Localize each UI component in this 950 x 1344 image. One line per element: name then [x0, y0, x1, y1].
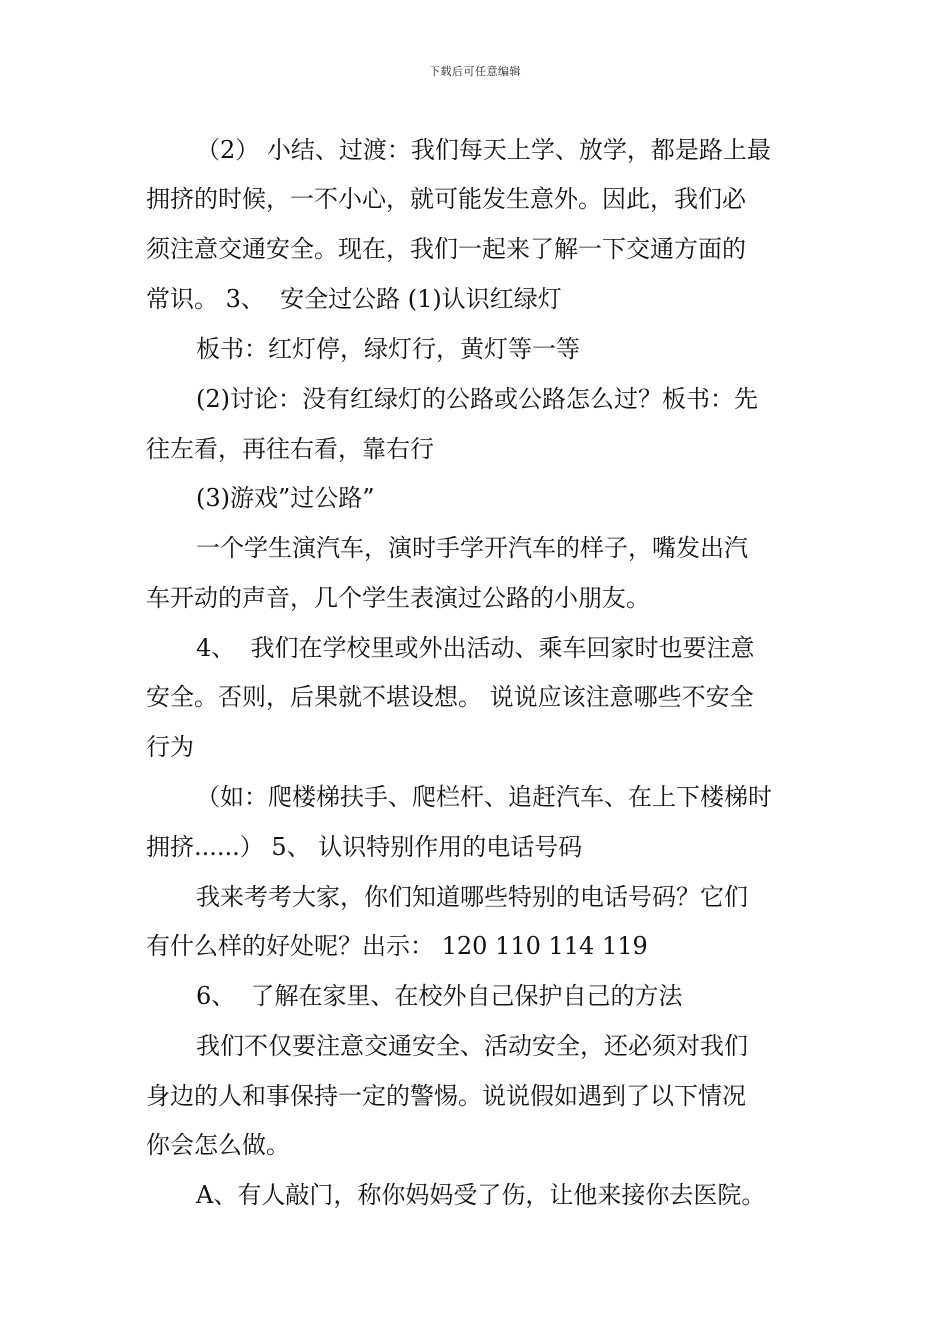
text-line: 安全。否则，后果就不堪设想。 说说应该注意哪些不安全 — [146, 683, 754, 711]
text-line: 6、 了解在家里、在校外自己保护自己的方法 — [196, 982, 683, 1010]
text-line: 行为 — [146, 733, 194, 761]
text-line: 我们不仅要注意交通安全、活动安全，还必须对我们 — [196, 1032, 748, 1060]
text-line: 车开动的声音，几个学生表演过公路的小朋友。 — [146, 584, 650, 612]
text-line: 我来考考大家，你们知道哪些特别的电话号码？它们 — [196, 883, 748, 911]
text-line: 4、 我们在学校里或外出活动、乘车回家时也要注意 — [196, 634, 755, 662]
text-line: A、有人敲门，称你妈妈受了伤，让他来接你去医院。 — [196, 1181, 766, 1209]
text-line: 须注意交通安全。现在，我们一起来了解一下交通方面的 — [146, 235, 746, 263]
text-line: (3)游戏”过公路” — [196, 484, 375, 512]
text-line: 常识。 3、 安全过公路 (1)认识红绿灯 — [146, 285, 562, 313]
page-header: 下载后可任意编辑 — [429, 65, 521, 78]
text-line: （如：爬楼梯扶手、爬栏杆、追赶汽车、在上下楼梯时 — [196, 783, 772, 811]
text-line: 板书：红灯停，绿灯行，黄灯等一等 — [196, 335, 580, 363]
text-line: 往左看，再往右看，靠右行 — [146, 435, 434, 463]
text-line: 身边的人和事保持一定的警惕。说说假如遇到了以下情况 — [146, 1082, 746, 1110]
text-line: 拥挤的时候，一不小心，就可能发生意外。因此，我们必 — [146, 185, 746, 213]
text-line: (2)讨论：没有红绿灯的公路或公路怎么过？板书：先 — [196, 385, 758, 413]
text-line: 一个学生演汽车，演时手学开汽车的样子，嘴发出汽 — [196, 534, 748, 562]
text-line: 你会怎么做。 — [146, 1131, 290, 1159]
text-line: 拥挤......） 5、 认识特别作用的电话号码 — [146, 833, 583, 861]
text-line: 有什么样的好处呢？出示： 120 110 114 119 — [146, 932, 648, 960]
text-line: （2） 小结、过渡：我们每天上学、放学，都是路上最 — [196, 136, 771, 164]
